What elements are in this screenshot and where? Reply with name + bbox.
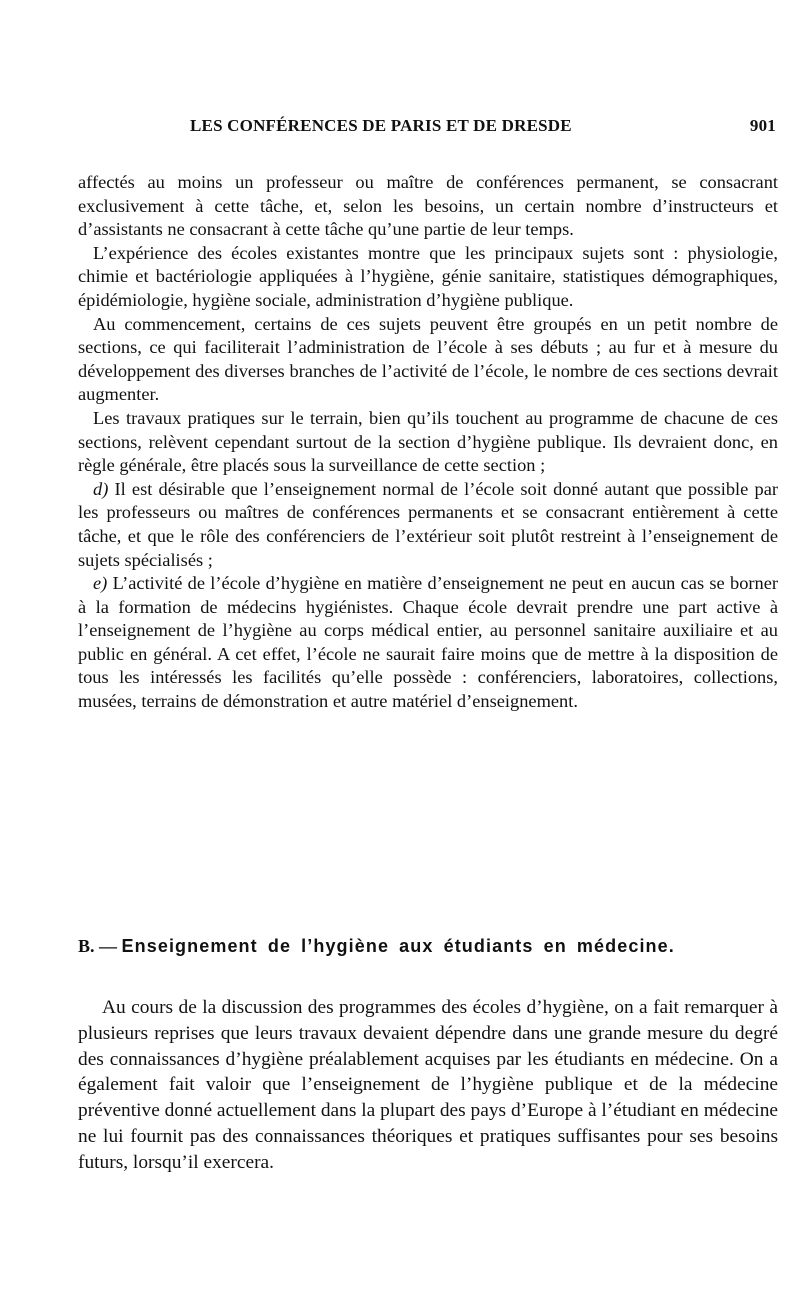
section-letter: B. — [78,936,118,956]
body-text-section-a [78,171,778,714]
paragraph-item-e [78,572,778,714]
page-number: 901 [749,116,776,135]
paragraph-sections: Au commencement, certains de ces sujets peuvent être groupés en un petit nombre de sections, ce qui faciliterait l’administration de l’école à ses débuts ; au fur et à mesure du développement des diverses branches de l’activité de l’école, le nombre de ces sections devrait augmenter. [78,313,778,405]
running-title: LES CONFÉRENCES DE PARIS ET DE DRESDE [190,116,572,135]
section-title: Enseignement de l’hygiène aux étudiants en médecine. [121,936,675,956]
paragraph-field-work: Les travaux pratiques sur le terrain, bien qu’ils touchent au programme de chacune de ces sections, relèvent cependant surtout de la section d’hygiène publique. Ils devraient donc, en règle générale, être placés sous la surveillance de cette section ; [78,407,778,476]
paragraph-section-b: Au cours de la discussion des programmes des écoles d’hygiène, on a fait remarquer à plusieurs reprises que leurs travaux devaient dépendre dans une grande mesure du degré des connaissances d’hygiène préalablement acquises par les étudiants en médecine. On a également fait valoir que l’enseignement de l’hygiène publique et de la médecine préventive donné actuellement dans la plupart des pays d’Europe à l’étudiant en médecine ne lui fournit pas des connaissances théoriques et pratiques suffisantes pour ses besoins futurs, lorsqu’il exercera. [78,997,778,1173]
item-label-e: e) [93,573,108,594]
paragraph-continued: affectés au moins un professeur ou maître de conférences permanent, se consacrant exclusivement à cette tâche, et, selon les besoins, un certain nombre d’instructeurs et d’assistants ne consacrant à cette tâche qu’une partie de leur temps. [78,172,778,240]
item-label-d: d) [93,478,109,499]
paragraph-item-d [78,478,778,572]
item-text-d: Il est désirable que l’enseignement normal de l’école soit donné autant que possible par les professeurs ou maîtres de conférences permanents et se consacrant entièrement à cette tâche, et que le rôle des conférenciers de l’extérieur soit plutôt restreint à l’enseignement de sujets spécialisés ; [78,478,778,570]
running-header [78,116,780,144]
section-heading-b [78,936,780,957]
body-text-section-b [78,995,778,1176]
paragraph-subjects: L’expérience des écoles existantes montre que les principaux sujets sont : physiologie, chimie et bactériologie appliquées à l’hygiène, génie sanitaire, statistiques démographiques, épidémiologie, hygiène sociale, administration d’hygiène publique. [78,242,778,310]
item-text-e: L’activité de l’école d’hygiène en matière d’enseignement ne peut en aucun cas se borner à la formation de médecins hygiénistes. Chaque école devrait prendre une part active à l’enseignement de l’hygiène au corps médical entier, au personnel sanitaire auxiliaire et au public en général. A cet effet, l’école ne saurait faire moins que de mettre à la disposition de tous les intéressés les facilités qu’elle possède : conférenciers, laboratoires, collections, musées, terrains de démonstration et autre matériel d’enseignement. [78,573,778,712]
